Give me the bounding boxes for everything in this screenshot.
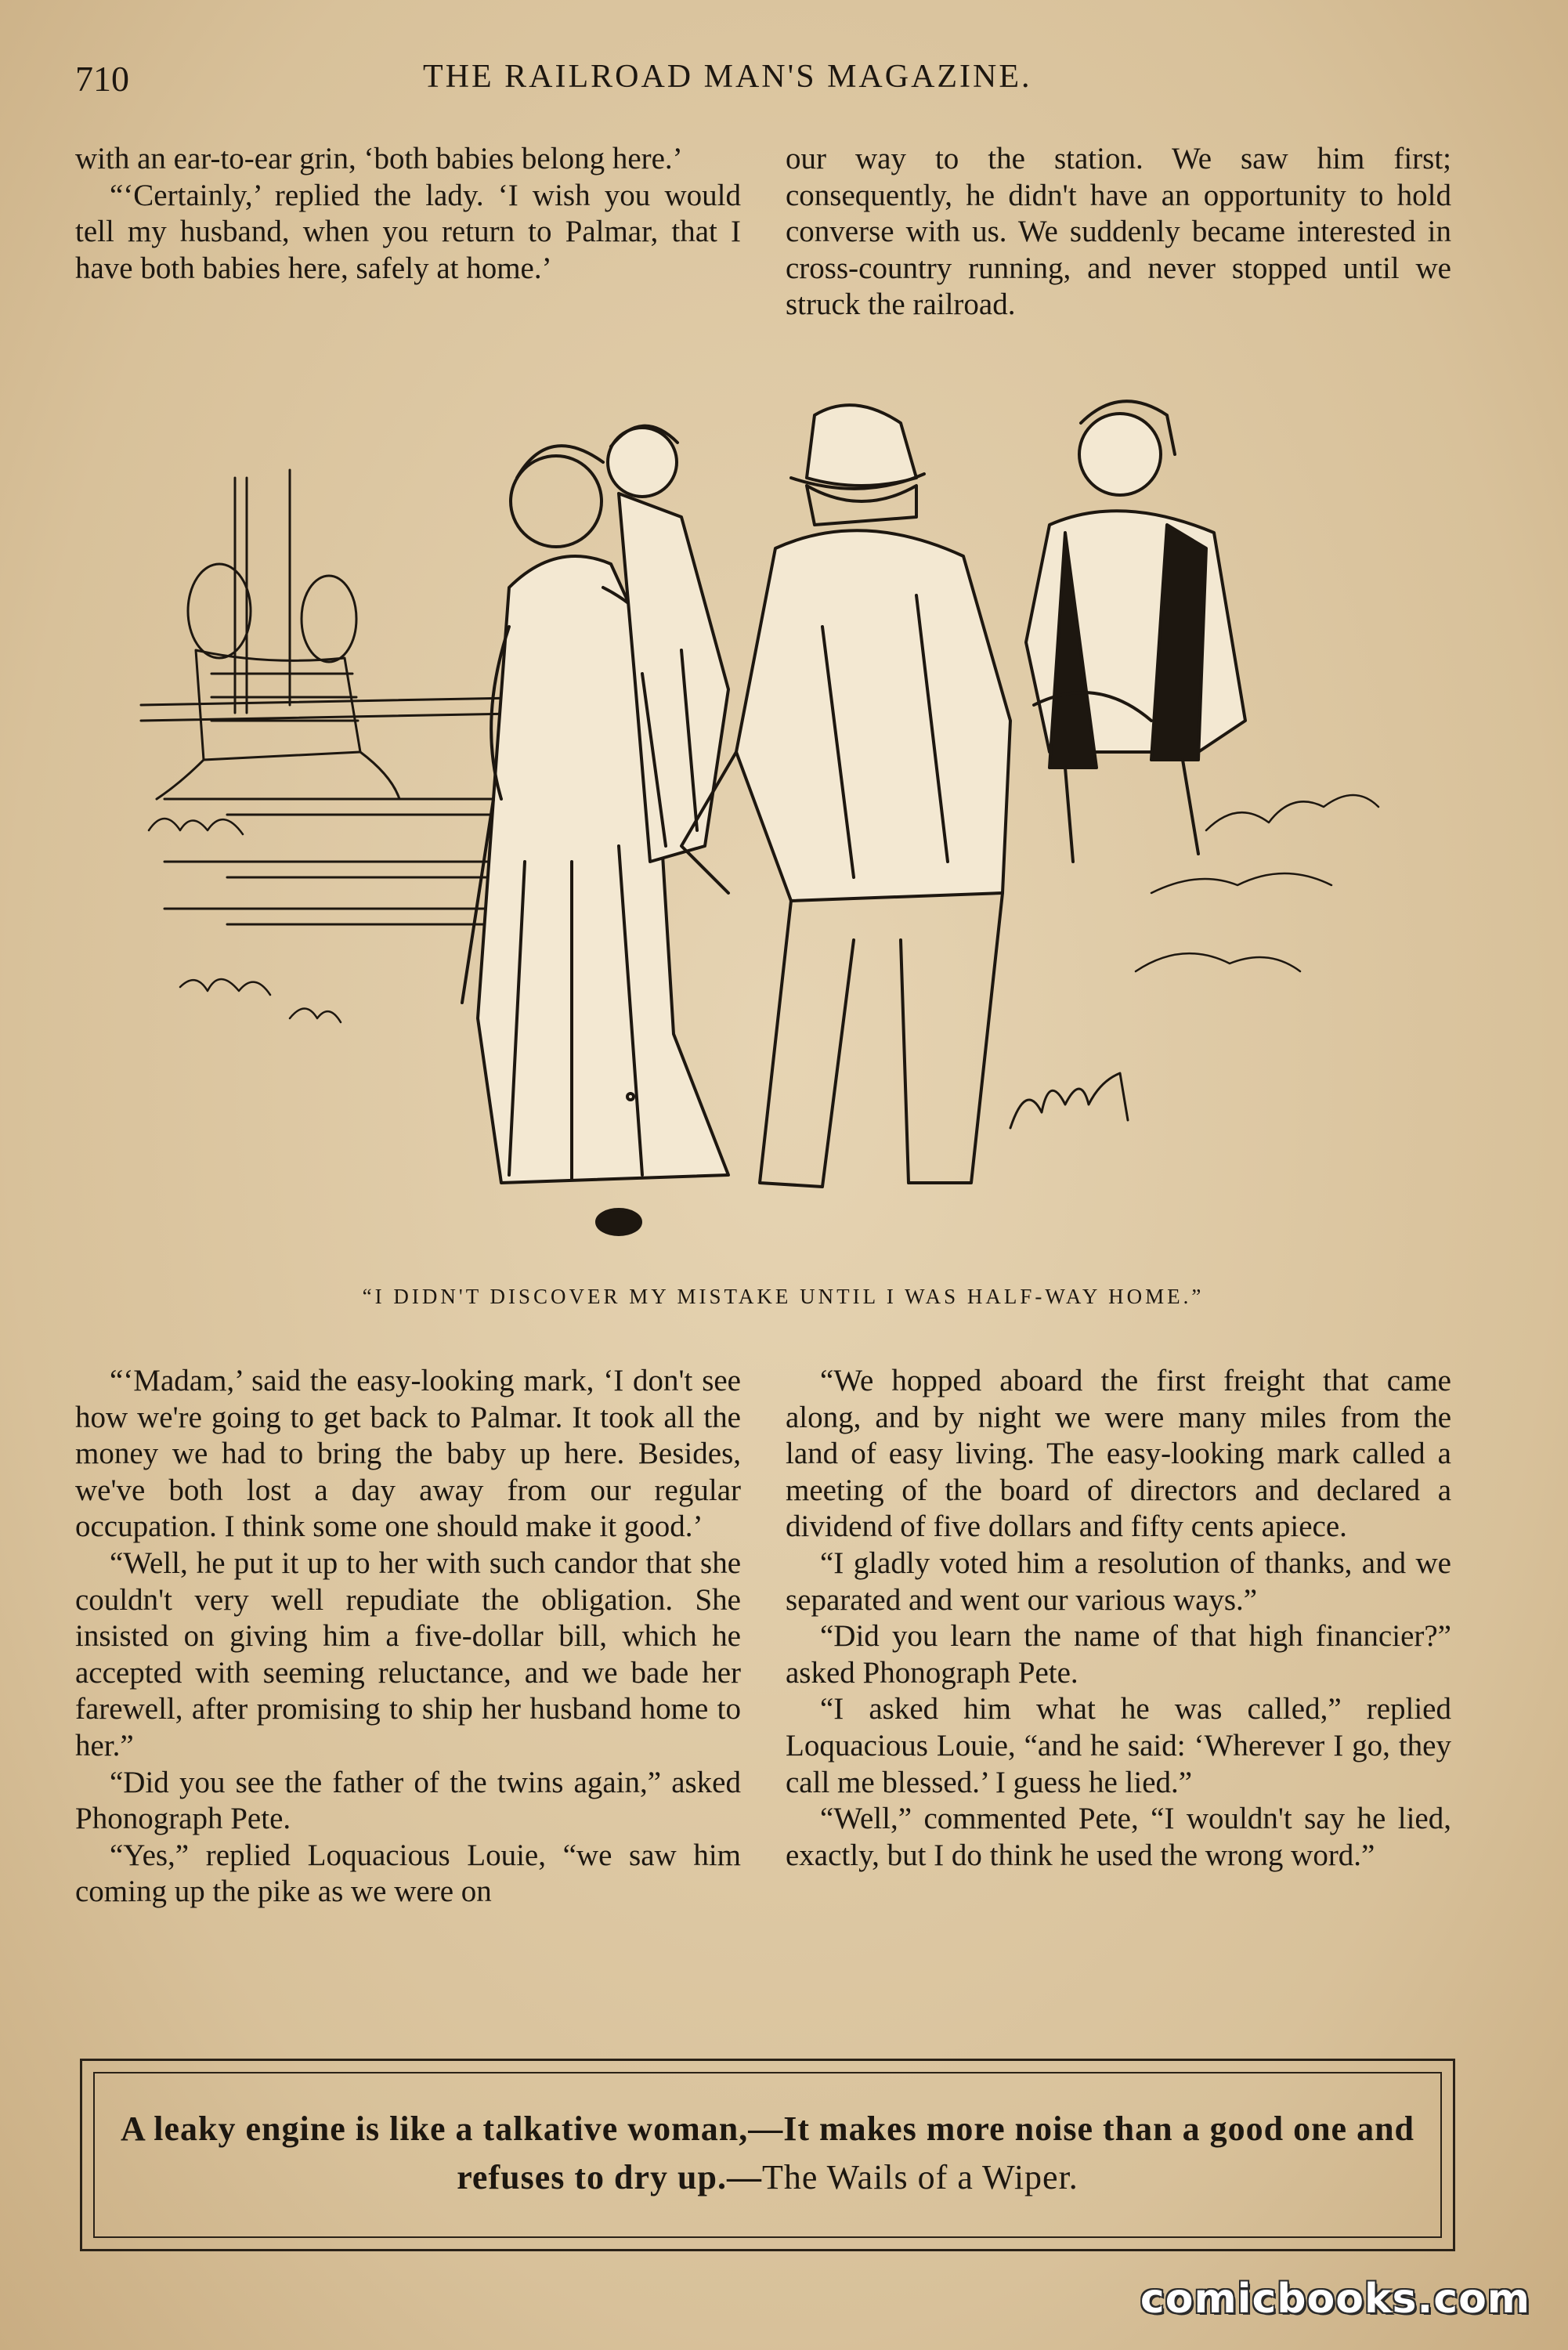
bottom-left-column <box>75 1363 741 1911</box>
paragraph: “‘Madam,’ said the easy-looking mark, ‘I don't see how we're going to get back to Palmar. It took all the money we had to bring the baby up here. Besides, we've both lost a day away from our regular occupation. I think some one should make it good.’ <box>75 1364 741 1544</box>
watermark: comicbooks.com <box>1140 2276 1530 2323</box>
top-right-column <box>786 141 1451 324</box>
paragraph: “We hopped aboard the first freight that came along, and by night we were many miles from the land of easy living. The easy-looking mark called a meeting of the board of directors and declared a dividend of five dollars and fifty cents apiece. <box>786 1364 1451 1544</box>
artist-signature <box>1010 1073 1128 1128</box>
paragraph: our way to the station. We saw him first; consequently, he didn't have an opportunity to hold converse with us. We suddenly became interested in cross-country running, and never stopped until we struck the railroad. <box>786 142 1451 322</box>
quote-source: The Wails of a Wiper. <box>761 2158 1078 2196</box>
wicker-chair <box>157 564 399 799</box>
page-number: 710 <box>75 59 129 99</box>
top-left-column <box>75 141 741 287</box>
bottom-right-column <box>786 1363 1451 1874</box>
quote-body: A leaky engine is like a talkative woman,—It makes more noise than a good one and refuses to dry up.— <box>120 2110 1415 2196</box>
man-in-hat-figure <box>681 405 1010 1187</box>
paragraph: “Well, he put it up to her with such candor that she couldn't very well repudiate the obligation. She insisted on giving him a five-dollar bill, which he accepted with seeming reluctance, and we bade her farewell, after promising to ship her husband home to her.” <box>75 1546 741 1762</box>
boxed-quote-text <box>118 2105 1417 2202</box>
man-in-vest-figure <box>1026 401 1245 862</box>
paragraph: “‘Certainly,’ replied the lady. ‘I wish you would tell my husband, when you return to Palmar, that I have both babies here, safely at home.’ <box>75 178 741 285</box>
running-head: THE RAILROAD MAN'S MAGAZINE. <box>423 59 1032 95</box>
illustration-caption: “I DIDN'T DISCOVER MY MISTAKE UNTIL I WAS HALF-WAY HOME.” <box>362 1285 1205 1308</box>
paragraph: “Did you see the father of the twins again,” asked Phonograph Pete. <box>75 1765 741 1836</box>
paragraph: “I asked him what he was called,” replied Loquacious Louie, “and he said: ‘Wherever I go, they call me blessed.’ I guess he lied.” <box>786 1692 1451 1799</box>
paragraph: “I gladly voted him a resolution of thanks, and we separated and went our various ways.” <box>786 1546 1451 1617</box>
paragraph: “Did you learn the name of that high financier?” asked Phonograph Pete. <box>786 1619 1451 1690</box>
paragraph: “Yes,” replied Loquacious Louie, “we saw him coming up the pike as we were on <box>75 1838 741 1909</box>
boxed-quote-inner-border <box>93 2072 1442 2238</box>
paragraph: with an ear-to-ear grin, ‘both babies belong here.’ <box>75 142 683 175</box>
illustration <box>133 392 1437 1253</box>
boxed-quote <box>80 2059 1455 2251</box>
paragraph: “Well,” commented Pete, “I wouldn't say he lied, exactly, but I do think he used the wrong word.” <box>786 1802 1451 1872</box>
